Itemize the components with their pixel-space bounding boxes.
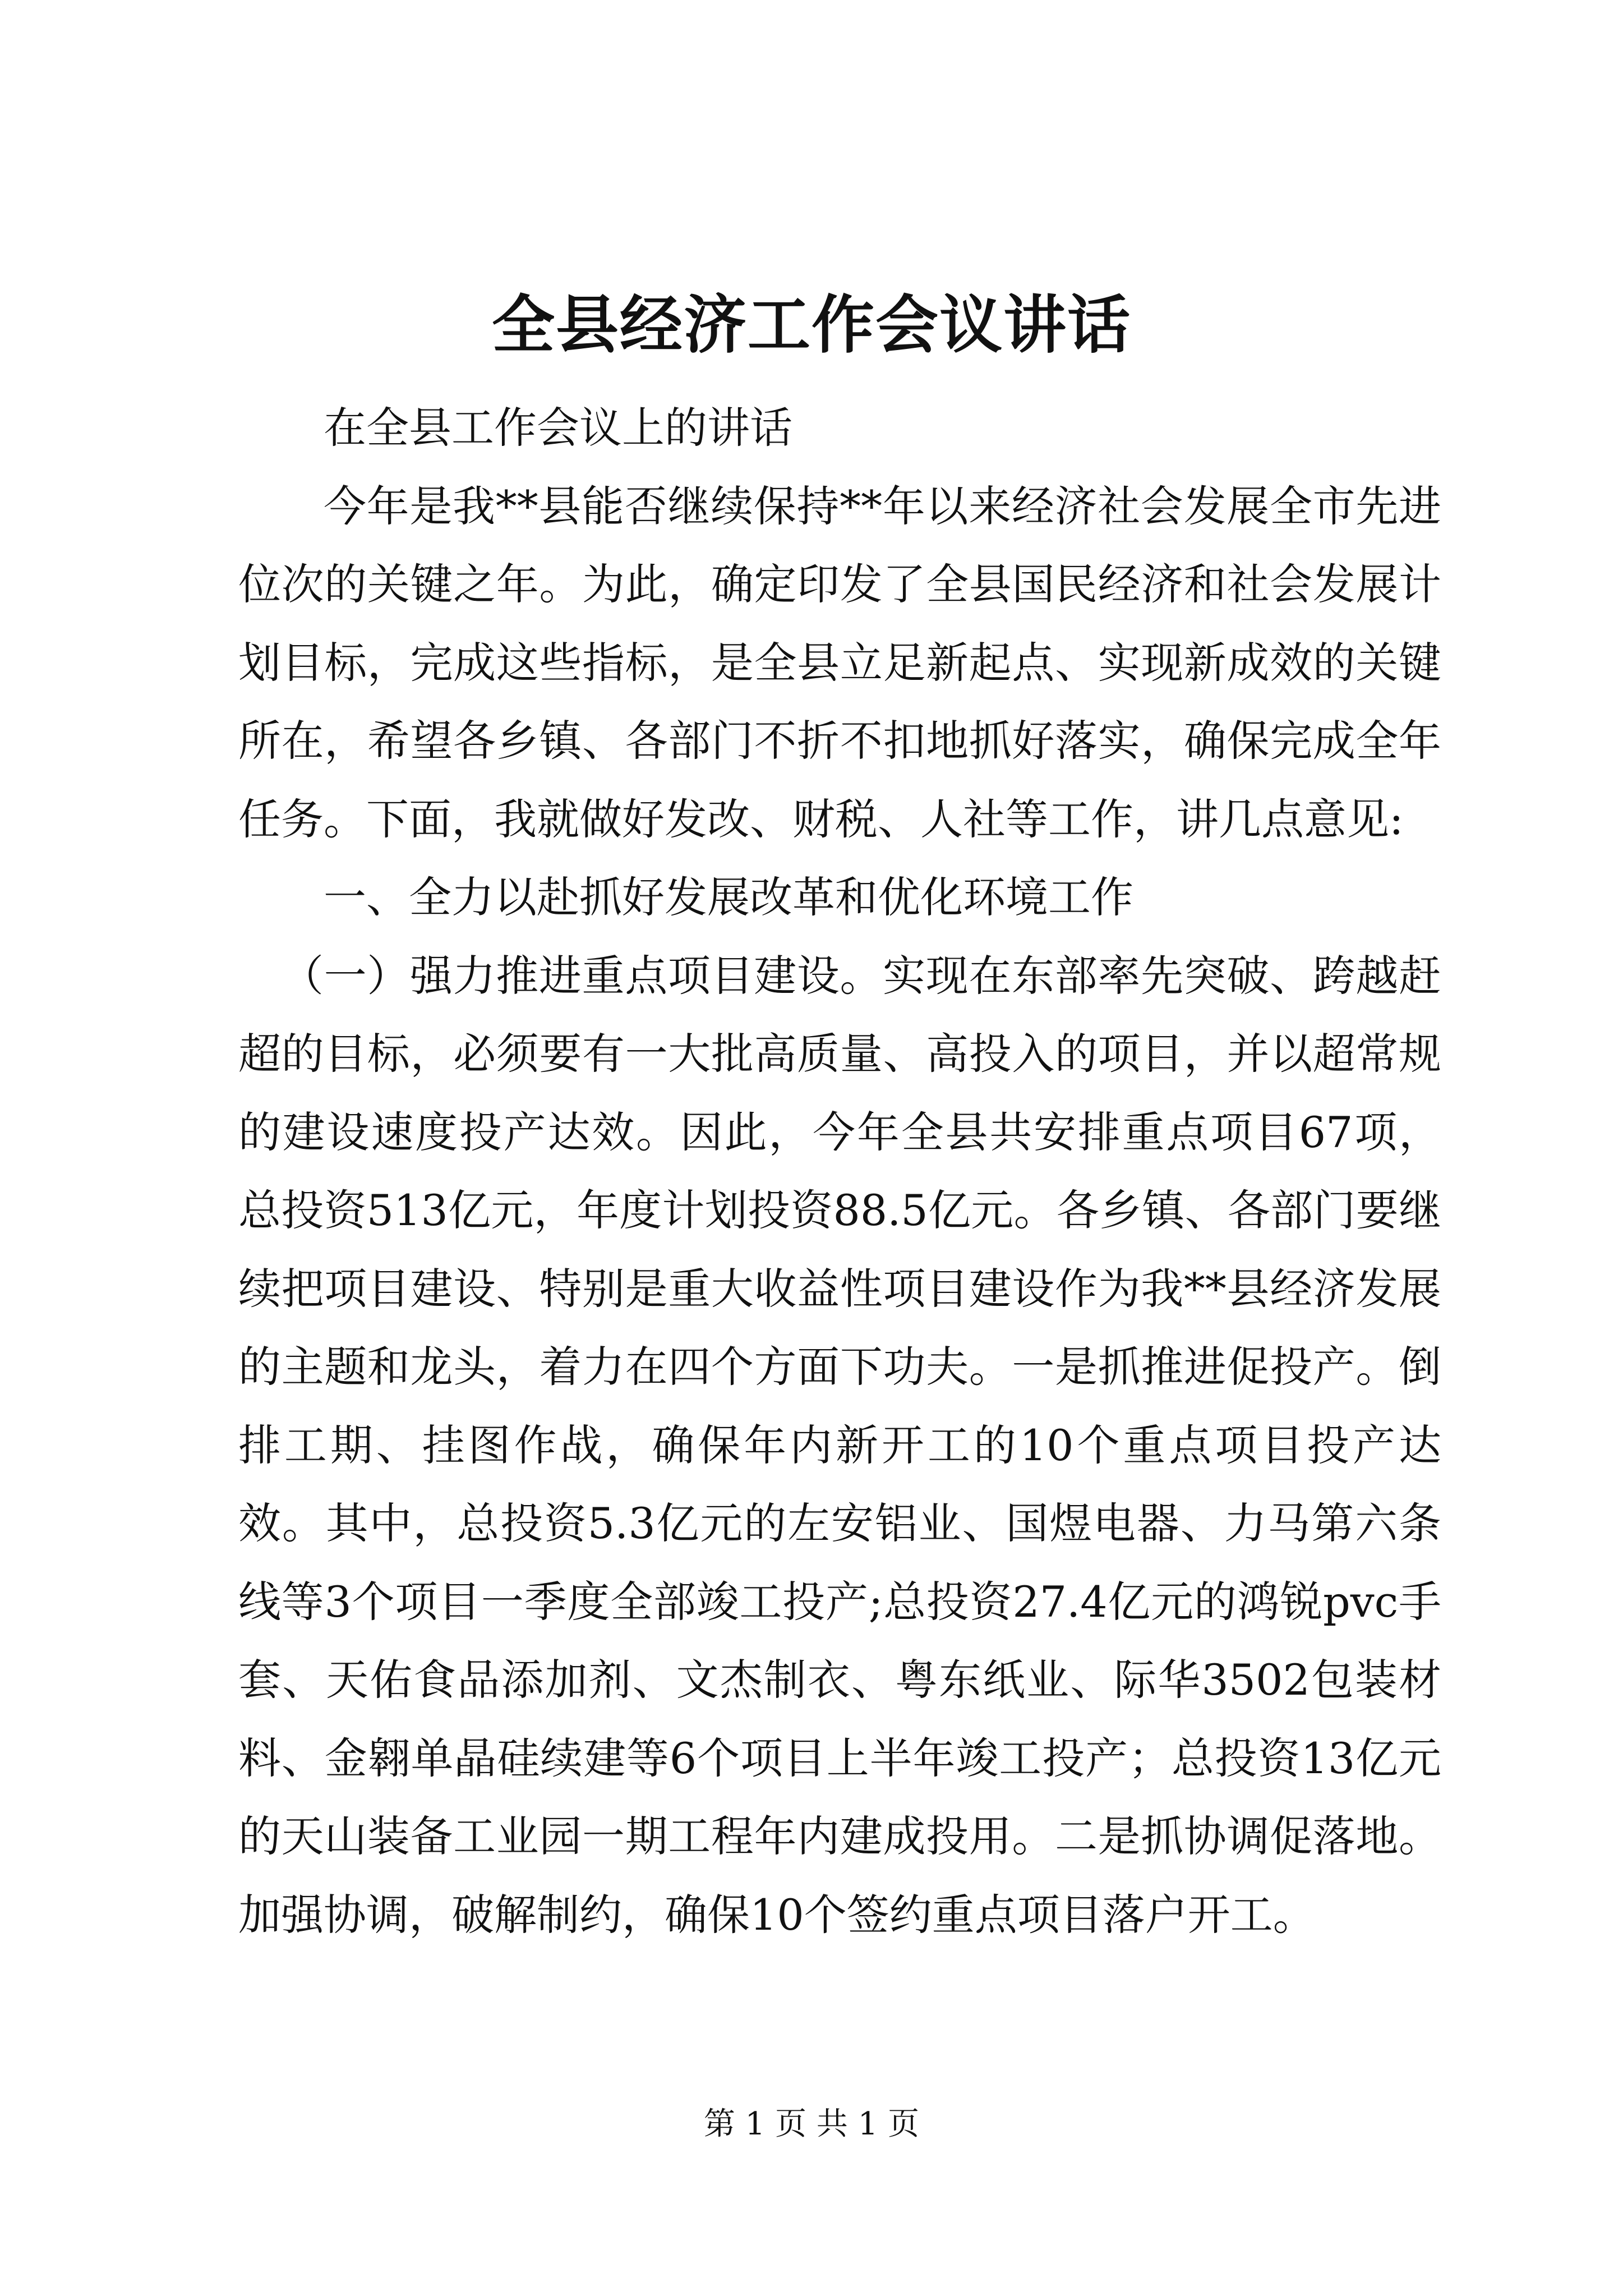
document-body: [238, 389, 1441, 1954]
paragraph-section-heading: 一、全力以赴抓好发展改革和优化环境工作: [324, 872, 1133, 922]
paragraph-project-construction: （一）强力推进重点项目建设。实现在东部率先突破、跨越赶超的目标，必须要有一大批高质量、高投入的项目，并以超常规的建设速度投产达效。因此，今年全县共安排重点项目67项，总投资513亿元，年度计划投资88.5亿元。各乡镇、各部门要继续把项目建设、特别是重大收益性项目建设作为我**县经济发展的主题和龙头，着力在四个方面下功夫。一是抓推进促投产。倒排工期、挂图作战，确保年内新开工的10个重点项目投产达效。其中，总投资5.3亿元的左安铝业、国煜电器、力马第六条线等3个项目一季度全部竣工投产;总投资27.4亿元的鸿锐pvc手套、天佑食品添加剂、文杰制衣、粤东纸业、际华3502包装材料、金翱单晶硅续建等6个项目上半年竣工投产；总投资13亿元的天山装备工业园一期工程年内建成投用。二是抓协调促落地。加强协调，破解制约，确保10个签约重点项目落户开工。: [238, 950, 1441, 1940]
paragraph-subtitle: 在全县工作会议上的讲话: [324, 403, 792, 453]
page-footer: 第 1 页 共 1 页: [703, 2106, 920, 2142]
paragraph-intro: 今年是我**县能否继续保持**年以来经济社会发展全市先进位次的关键之年。为此，确定印发了全县国民经济和社会发展计划目标，完成这些指标，是全县立足新起点、实现新成效的关键所在，希望各乡镇、各部门不折不扣地抓好落实，确保完成全年任务。下面，我就做好发改、财税、人社等工作，讲几点意见:: [238, 481, 1441, 844]
document-title: 全县经济工作会议讲话: [492, 288, 1131, 362]
